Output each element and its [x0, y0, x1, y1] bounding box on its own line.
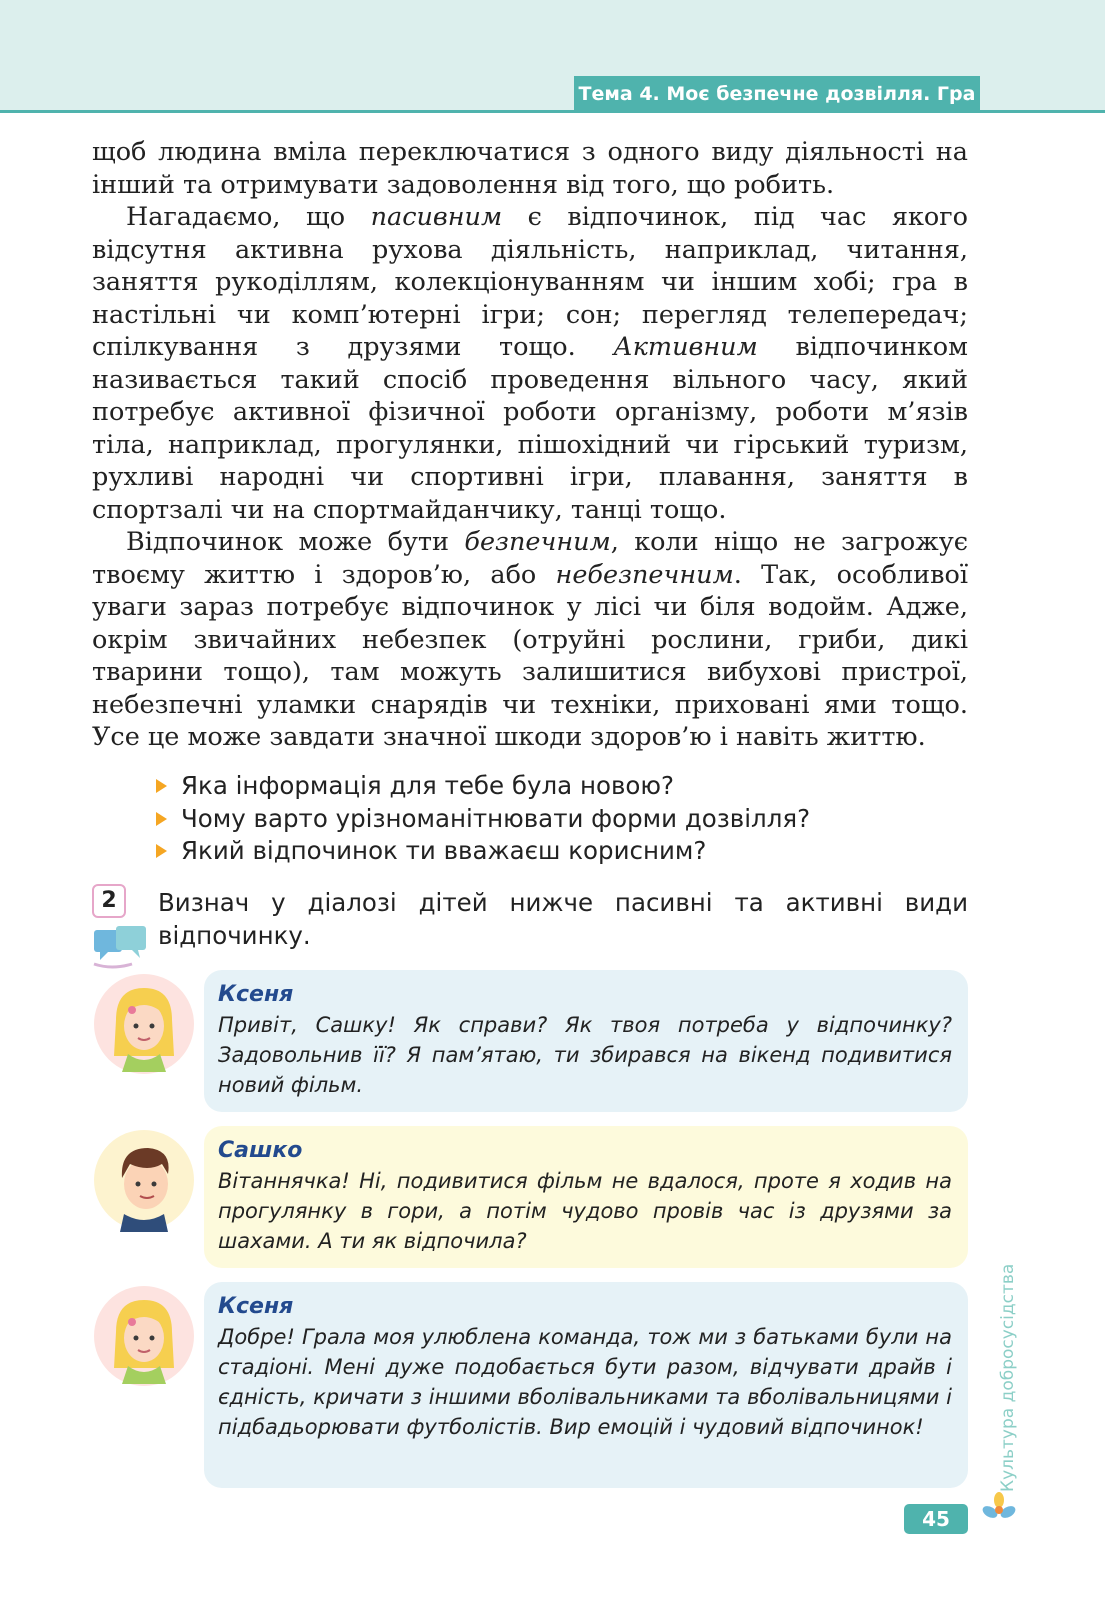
term-unsafe: небезпечним — [555, 559, 734, 590]
question-text: Чому варто урізноманітнювати форми дозвілля? — [181, 803, 811, 833]
triangle-bullet-icon — [156, 779, 167, 793]
question-item — [156, 835, 956, 868]
girl-avatar — [92, 972, 196, 1076]
question-text: Який відпочинок ти вважаєш корисним? — [181, 836, 707, 865]
page-number: 45 — [904, 1504, 968, 1534]
speaker-name: Ксеня — [218, 1294, 294, 1319]
term-passive: пасивним — [370, 202, 503, 232]
question-item — [156, 770, 956, 803]
paragraph-1: щоб людина вміла переключатися з одного виду діяльності на інший та отримувати задоволення від того, що робить. — [92, 137, 968, 200]
question-list — [156, 770, 956, 868]
paragraph-3 — [92, 526, 968, 754]
triangle-bullet-icon — [156, 812, 167, 826]
question-text: Яка інформація для тебе була новою? — [181, 771, 675, 800]
text-run: , коли ніщо не загрожує твоєму життю і здоров’ю, або — [92, 527, 968, 590]
triangle-bullet-icon — [156, 844, 167, 858]
girl-avatar — [92, 1284, 196, 1388]
question-item — [156, 803, 956, 836]
speaker-name: Сашко — [218, 1138, 303, 1163]
boy-avatar — [92, 1128, 196, 1232]
speaker-name: Ксеня — [218, 982, 294, 1007]
text-run: . Так, особливої уваги зараз потребує відпочинок у лісі чи біля водойм. Адже, окрім звичайних небезпек (отруйні рослини, гриби, дикі тварини тощо), там можуть залишитися вибухові пристрої, небезпечні уламки снарядів чи техніки, приховані ями тощо. Усе це може завдати значної шкоди здоров’ю і навіть життю. — [92, 559, 968, 752]
dialog-bubble — [204, 1282, 968, 1488]
dialog-bubbles-icon — [92, 924, 152, 972]
paragraph-2 — [92, 201, 968, 526]
dialog-bubble — [204, 1126, 968, 1268]
flower-icon — [982, 1492, 1016, 1526]
speech-text: Привіт, Сашку! Як справи? Як твоя потреба у відпочинку? Задовольнив її? Я пам’ятаю, ти збирався на вікенд подивитися новий фільм. — [218, 1013, 952, 1097]
text-run: відпочинком називається такий спосіб проведення вільного часу, який потребує активної фізичної роботи організму, роботи м’язів тіла, наприклад, прогулянки, пішохідний чи гірський туризм, рухливі народні чи спортивні ігри, плавання, заняття в спортзалі чи на спортмайданчику, танці тощо. — [92, 332, 968, 525]
text-run: Нагадаємо, що — [126, 202, 371, 232]
side-caption: Культура добросусідства — [998, 1263, 1018, 1492]
text-run: є відпочинок, під час якого відсутня активна рухова діяльність, наприклад, читання, заняття рукоділлям, колекціонуванням чи іншим хобі; гра в настільні чи комп’ютерні ігри; сон; перегляд телепередач; спілкування з друзями тощо. — [92, 202, 968, 362]
term-active: Активним — [613, 332, 758, 362]
task-number: 2 — [92, 884, 126, 918]
task-instruction: Визнач у діалозі дітей нижче пасивні та активні види відпочинку. — [158, 888, 968, 950]
term-safe: безпечним — [464, 527, 611, 557]
speech-text: Вітаннячка! Ні, подивитися фільм не вдалося, проте я ходив на прогулянку в гори, а потім чудово провів час із друзями за шахами. А ти як відпочила? — [218, 1169, 952, 1253]
text-run: Відпочинок може бути — [126, 527, 465, 557]
speech-text: Добре! Грала моя улюблена команда, тож ми з батьками були на стадіоні. Мені дуже подобається бути разом, відчувати драйв і єдність, кричати з іншими вболівальниками та вболівальницями і підбадьорювати футболістів. Вир емоцій і чудовий відпочинок! — [218, 1325, 952, 1439]
main-text — [92, 136, 968, 754]
topic-label: Тема 4. Моє безпечне дозвілля. Гра — [574, 76, 980, 112]
dialog-bubble — [204, 970, 968, 1112]
